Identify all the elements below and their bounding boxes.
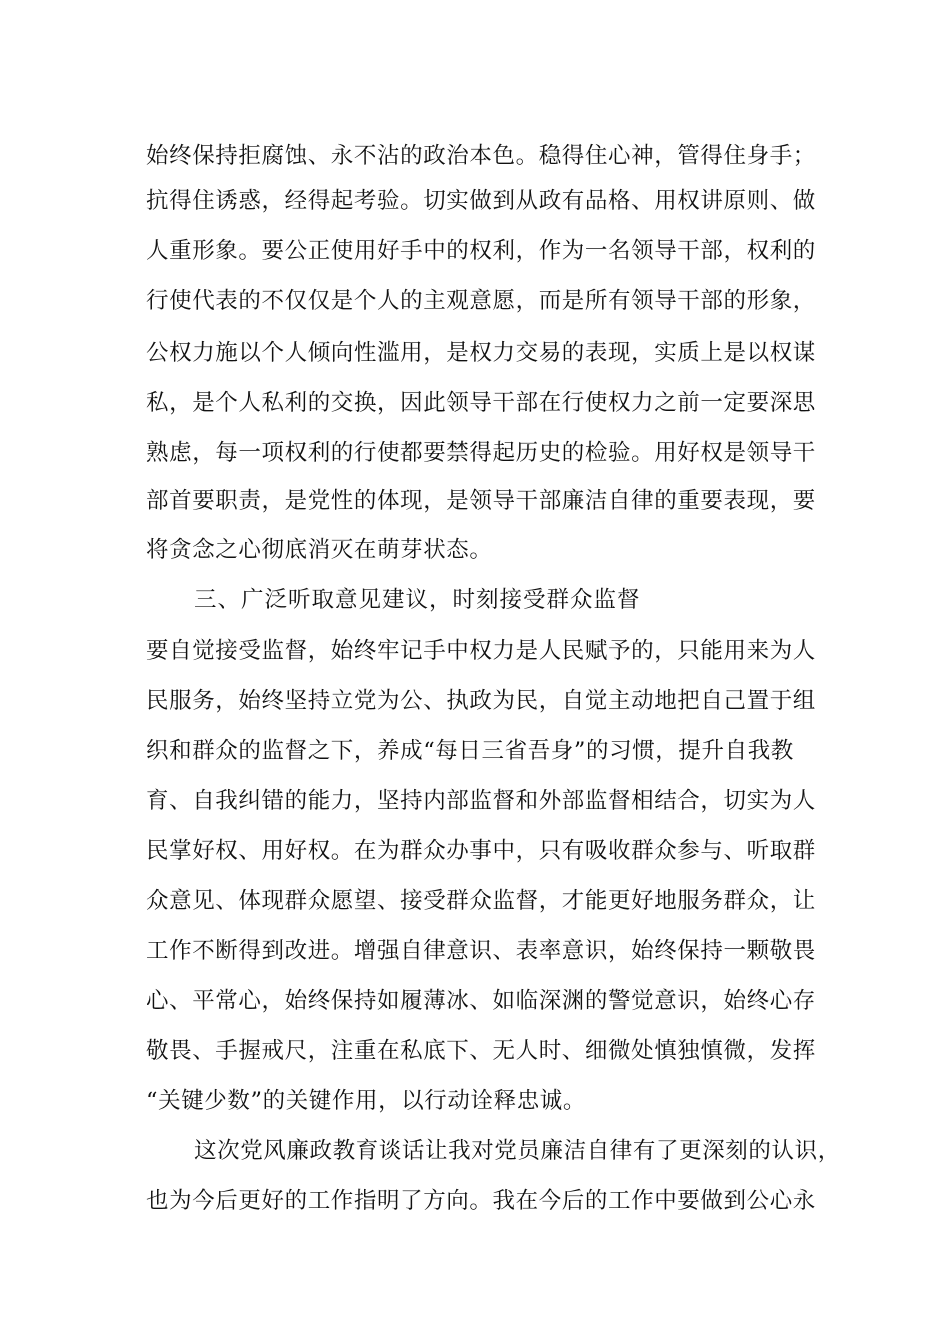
paragraph-line: 人重形象。要公正使用好手中的权利，作为一名领导干部，权利的 <box>146 238 816 264</box>
paragraph-line: 要自觉接受监督，始终牢记手中权力是人民赋予的，只能用来为人 <box>146 638 816 664</box>
paragraph-line: 这次党风廉政教育谈话让我对党员廉洁自律有了更深刻的认识， <box>194 1138 841 1164</box>
paragraph-line: 心、平常心，始终保持如履薄冰、如临深渊的警觉意识，始终心存 <box>146 988 816 1014</box>
paragraph-line: 抗得住诱惑，经得起考验。切实做到从政有品格、用权讲原则、做 <box>146 188 816 214</box>
paragraph-line: “关键少数”的关键作用，以行动诠释忠诚。 <box>146 1088 587 1114</box>
paragraph-line: 行使代表的不仅仅是个人的主观意愿，而是所有领导干部的形象， <box>146 288 816 314</box>
paragraph-line: 公权力施以个人倾向性滥用，是权力交易的表现，实质上是以权谋 <box>146 340 816 366</box>
paragraph-line: 将贪念之心彻底消灭在萌芽状态。 <box>146 537 493 563</box>
paragraph-line: 织和群众的监督之下，养成“每日三省吾身”的习惯，提升自我教 <box>146 738 794 764</box>
paragraph-line: 民掌好权、用好权。在为群众办事中，只有吸收群众参与、听取群 <box>146 838 816 864</box>
paragraph-line: 部首要职责，是党性的体现，是领导干部廉洁自律的重要表现，要 <box>146 488 816 514</box>
paragraph-line: 众意见、体现群众愿望、接受群众监督，才能更好地服务群众，让 <box>146 888 816 914</box>
paragraph-line: 始终保持拒腐蚀、永不沾的政治本色。稳得住心神，管得住身手； <box>146 143 816 169</box>
section-heading: 三、广泛听取意见建议，时刻接受群众监督 <box>194 587 641 613</box>
paragraph-line: 工作不断得到改进。增强自律意识、表率意识，始终保持一颗敬畏 <box>146 938 816 964</box>
paragraph-line: 也为今后更好的工作指明了方向。我在今后的工作中要做到公心永 <box>146 1188 816 1214</box>
paragraph-line: 私，是个人私利的交换，因此领导干部在行使权力之前一定要深思 <box>146 390 816 416</box>
paragraph-line: 育、自我纠错的能力，坚持内部监督和外部监督相结合，切实为人 <box>146 788 816 814</box>
paragraph-line: 敬畏、手握戒尺，注重在私底下、无人时、细微处慎独慎微，发挥 <box>146 1038 816 1064</box>
paragraph-line: 熟虑，每一项权利的行使都要禁得起历史的检验。用好权是领导干 <box>146 440 816 466</box>
paragraph-line: 民服务，始终坚持立党为公、执政为民，自觉主动地把自己置于组 <box>146 688 816 714</box>
